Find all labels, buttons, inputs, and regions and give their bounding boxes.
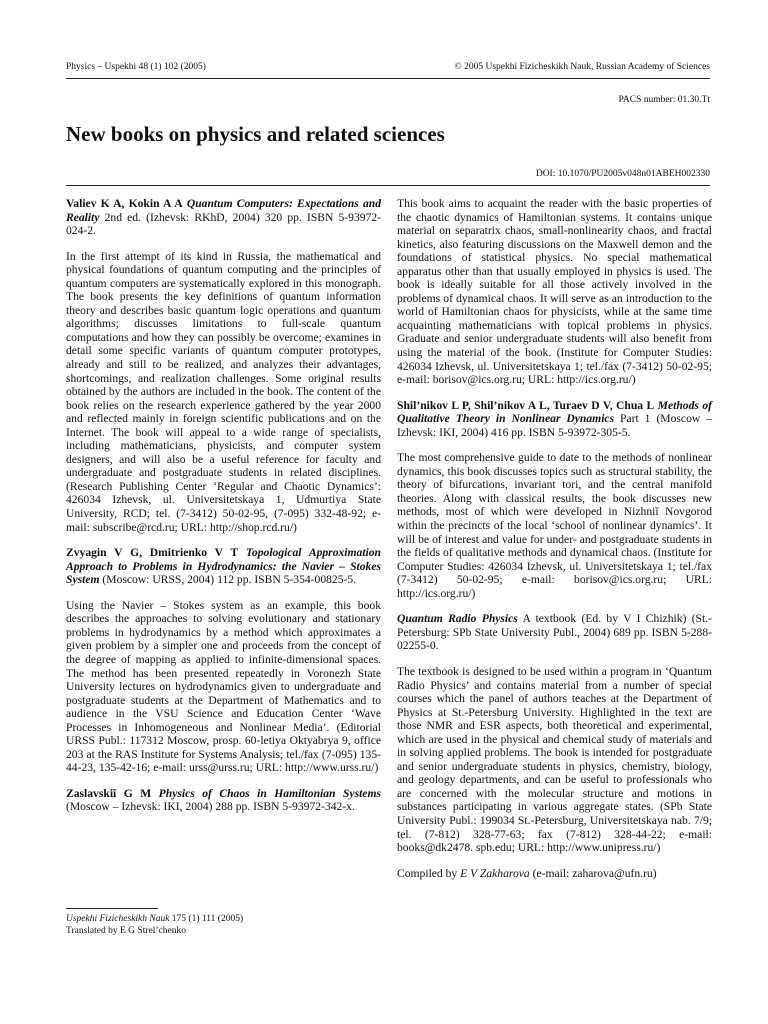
book-title: Physics of Chaos in Hamiltonian Systems (158, 786, 381, 800)
book-title: Quantum Radio Physics (397, 612, 518, 626)
footnote-journal: Uspekhi Fizicheskikh Nauk (66, 914, 170, 924)
copyright-notice: © 2005 Uspekhi Fizicheskikh Nauk, Russian Academy of Sciences (454, 62, 710, 72)
book-authors: Shil’nikov L P, Shil’nikov A L, Turaev D V, Chua L (397, 398, 655, 412)
book-entry-reference (66, 546, 381, 587)
book-entry-reference (397, 612, 712, 653)
book-description: This book aims to acquaint the reader with the basic properties of the chaotic dynamics of Hamiltonian systems. It contains unique material on separatrix chaos, small-nonlinearity chaos, and fractal kinetics, also featuring discussions on the Maxwell demon and the foundations of statistical physics. No special mathematical apparatus other than that usually employed in physics is used. The book is ideally suitable for all those actively involved in the problems of dynamical chaos. It will serve as an introduction to the world of Hamiltonian chaos for physicists, while at the same time acquainting mathematicians with topical problems in physics. Graduate and senior undergraduate students will also benefit from using the material of the book. (Institute for Computer Studies: 426034 Izhevsk, ul. Universitetskaya 1; tel./fax (7-3412) 50-02-95; e-mail: borisov@ics.org.ru; URL: http://ics.org.ru/) (397, 197, 712, 387)
book-title: Quantum Computers: Expectations and Reality (66, 197, 382, 224)
book-details: (Moscow: URSS, 2004) 112 pp. ISBN 5-354-00825-5. (102, 573, 357, 587)
compiler-email: (e-mail: zaharova@ufn.ru) (532, 866, 657, 880)
book-details: Part 1 (Moscow – Izhevsk: IKI, 2004) 416 pp. ISBN 5-93972-305-5. (397, 412, 712, 439)
book-title: Topological Approximation Approach to Problems in Hydrodynamics: the Navier – Stokes System (66, 546, 382, 587)
book-authors: Valiev K A, Kokin A A (66, 197, 183, 210)
book-title: Methods of Qualitative Theory in Nonlinear Dynamics (397, 398, 712, 426)
book-details: A textbook (Ed. by V I Chizhik) (St.-Petersburg: SPb State University Publ., 2004) 689 pp. ISBN 5-288-02255-0. (397, 612, 712, 653)
compiler-name: E V Zakharova (460, 866, 530, 880)
compiled-by: Compiled by E V Zakharova (e-mail: zaharova@ufn.ru) (397, 866, 657, 880)
book-details: 2nd ed. (Izhevsk: RKhD, 2004) 320 pp. ISBN 5-93972-024-2. (66, 210, 381, 238)
book-description: The most comprehensive guide to date to the methods of nonlinear dynamics, this book discusses topics such as structural stability, the theory of bifurcations, invariant tori, and the central manifold theories. Along with classical results, the book discusses new methods, most of which were developed in Nizhniĭ Novgorod within the precincts of the local ‘school of nonlinear dynamics’. It will be of interest and value for under- and postgraduate students in the fields of qualitative methods and dynamical chaos. (Institute for Computer Studies: 426034 Izhevsk, ul. Universitetskaya 1; tel./fax (7-3412) 50-02-95; e-mail: borisov@ics.org.ru; URL: http://ics.org.ru/) (397, 451, 712, 600)
book-entry-reference (66, 787, 381, 814)
book-entry-reference (397, 399, 712, 440)
header-rule (66, 78, 710, 79)
journal-reference: Physics – Uspekhi 48 (1) 102 (2005) (66, 62, 206, 72)
footnote-rule (66, 908, 158, 909)
book-description: The textbook is designed to be used within a program in ‘Quantum Radio Physics’ and contains material from a number of special courses which the panel of authors teaches at the Department of Physics at St.-Petersburg University. Highlighted in the text are those NMR and ESR aspects, both theoretical and experimental, which are used in the physical and chemical study of materials and in solving applied problems. The book is intended for postgraduate and senior undergraduate students in physics, chemistry, biology, and geology departments, and can be useful to professionals who are concerned with the molecular structure and motions in substances participating in various aggregate states. (SPb State University Publ.: 199034 St.-Petersburg, Universitetskaya nab. 7/9; tel. (7-812) 328-77-63; fax (7-812) 328-44-22; e-mail: books@dk2478. spb.edu; URL: http://www.unipress.ru/) (397, 664, 712, 855)
left-column (66, 197, 381, 826)
book-authors: Zvyagin V G, Dmitrienko V T (66, 546, 239, 560)
book-description: In the first attempt of its kind in Russia, the mathematical and physical foundations of quantum computing and the principles of quantum computers are systematically explored in this monograph. The book presents the key definitions of quantum information theory and describes basic quantum logic operations and quantum algorithms; discusses limitations to full-scale quantum computations and how they can possibly be overcome; examines in detail some specific variants of quantum computer prototypes, already and still to be realized, and analyzes their advantages, shortcomings, and realization challenges. Some original results obtained by the authors are included in the book. The content of the book relies on the research experience gathered by the year 2000 and reflected mainly in foreign scientific publications and on the Internet. The book will appeal to a wide range of specialists, including mathematicians, physicists, and computer system designers, and will also be a useful reference for faculty and undergraduate and postgraduate students in related disciplines. (Research Publishing Center ‘Regular and Chaotic Dynamics’: 426034 Izhevsk, ul. Universitetskaya 1, Udmurtiya State University, RCD; tel. (7-3412) 50-02-95, (7-095) 332-48-92; e-mail: subscribe@rcd.ru; URL: http://shop.rcd.ru/) (66, 249, 381, 534)
right-column (397, 197, 712, 892)
page-title: New books on physics and related sciences (66, 122, 445, 146)
pacs-number: PACS number: 01.30.Tt (618, 95, 710, 105)
doi-label: DOI: 10.1070/PU2005v048n01ABEH002330 (535, 169, 710, 179)
footnote (66, 914, 243, 937)
footnote-translator: Translated by E G Strel’chenko (66, 925, 186, 936)
book-entry-reference (66, 197, 381, 238)
footnote-ref: 175 (1) 111 (2005) (171, 914, 244, 924)
book-description: Using the Navier – Stokes system as an example, this book describes the approaches to solving evolutionary and stationary problems in hydrodynamics by a method which approximates a given problem by a simpler one and proceeds from the concept of the degree of mapping as applied to infinite-dimensional spaces. The method has been presented repeatedly in Voronezh State University lectures on hydrodynamics given to undergraduate and postgraduate students at the Department of Mathematics and to audience in the VSU Science and Education Center ‘Wave Processes in Inhomogeneous and Nonlinear Media’. (Editorial URSS Publ.: 117312 Moscow, prosp. 60-letiya Oktyabrya 9, office 203 at the RAS Institute for Systems Analysis; tel./fax (7-095) 135-44-23, 135-42-16; e-mail: urss@urss.ru; URL: http://www.urss.ru/) (66, 598, 381, 775)
book-details: (Moscow – Izhevsk: IKI, 2004) 288 pp. ISBN 5-93972-342-x. (66, 800, 355, 814)
doi-rule (66, 185, 710, 186)
book-authors: Zaslavskiĭ G M (66, 786, 152, 800)
